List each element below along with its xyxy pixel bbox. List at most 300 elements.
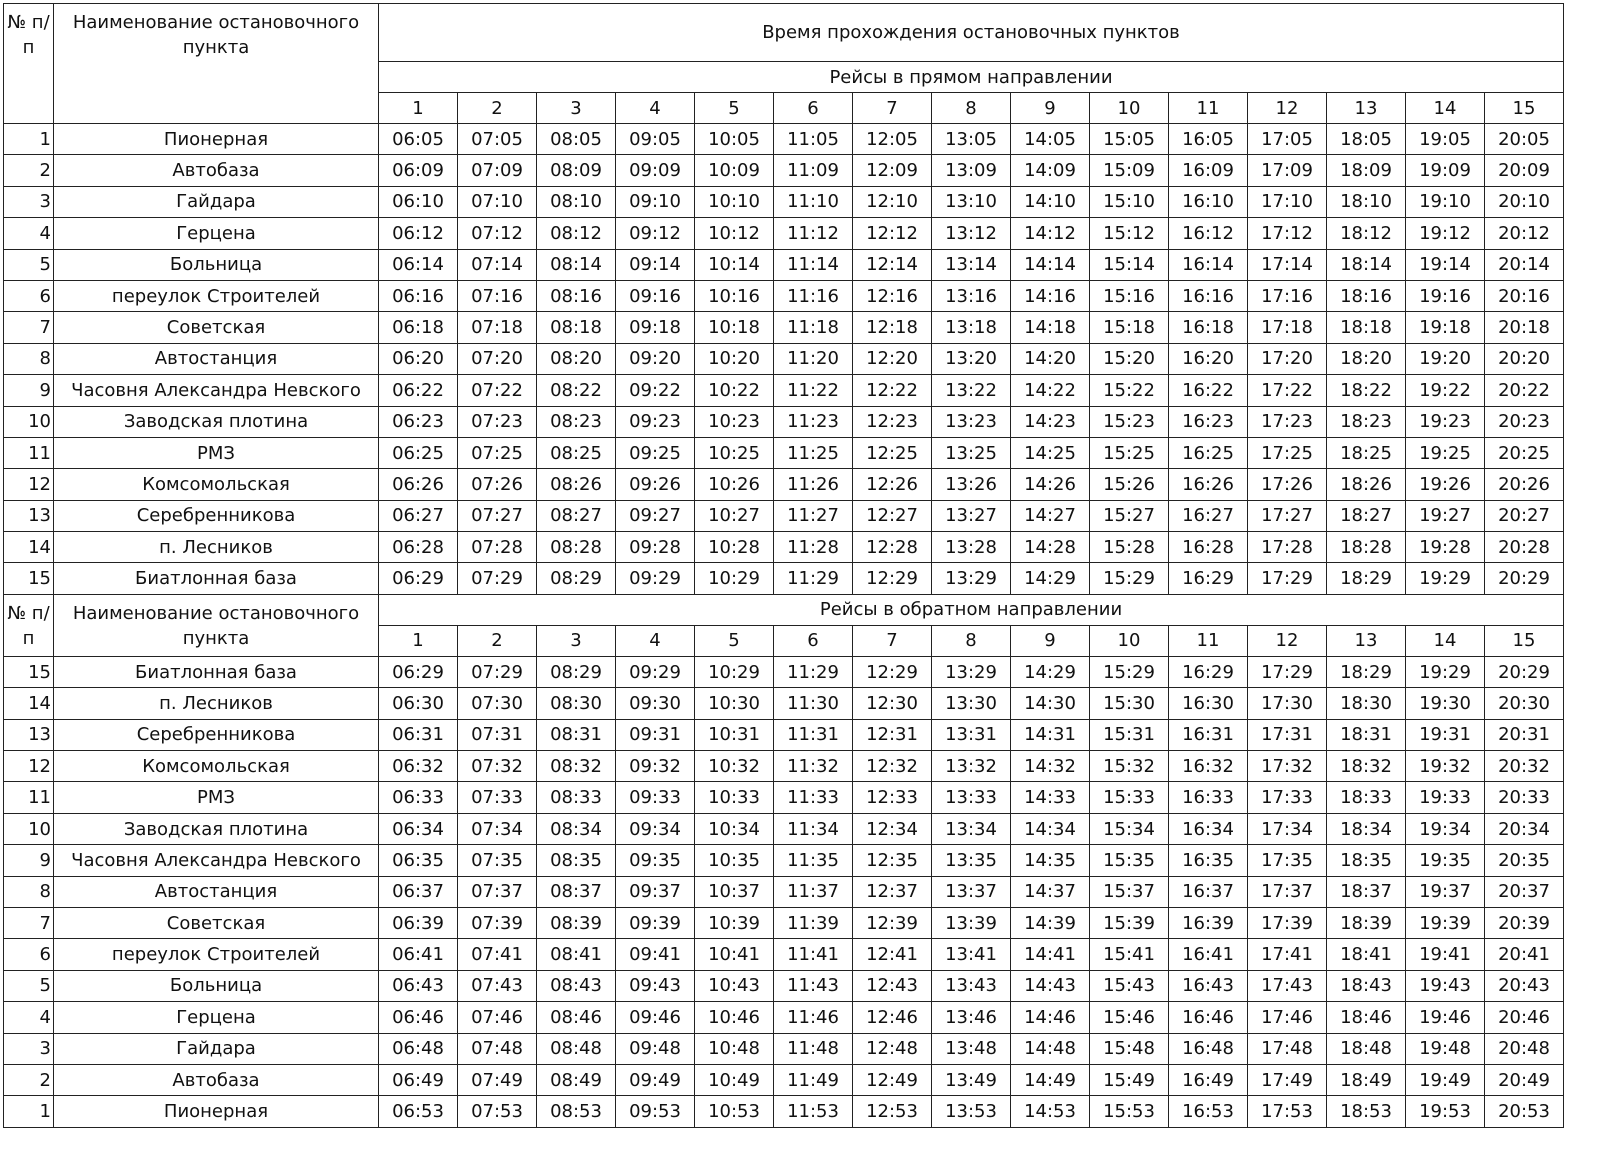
- trip-number-header: 5: [695, 625, 774, 656]
- departure-time: 09:49: [616, 1064, 695, 1095]
- departure-time: 07:53: [458, 1096, 537, 1127]
- departure-time: 18:43: [1327, 970, 1406, 1001]
- departure-time: 14:49: [1011, 1064, 1090, 1095]
- departure-time: 19:41: [1406, 939, 1485, 970]
- stop-name: Советская: [54, 312, 379, 343]
- departure-time: 06:26: [379, 469, 458, 500]
- forward-direction-title: Рейсы в прямом направлении: [379, 62, 1564, 93]
- departure-time: 12:20: [853, 343, 932, 374]
- departure-time: 13:27: [932, 500, 1011, 531]
- departure-time: 19:48: [1406, 1033, 1485, 1064]
- departure-time: 11:46: [774, 1002, 853, 1033]
- departure-time: 10:39: [695, 907, 774, 938]
- departure-time: 08:14: [537, 249, 616, 280]
- departure-time: 19:28: [1406, 532, 1485, 563]
- departure-time: 11:16: [774, 280, 853, 311]
- departure-time: 06:41: [379, 939, 458, 970]
- departure-time: 18:29: [1327, 656, 1406, 687]
- departure-time: 10:31: [695, 719, 774, 750]
- departure-time: 06:35: [379, 845, 458, 876]
- departure-time: 17:39: [1248, 907, 1327, 938]
- departure-time: 17:41: [1248, 939, 1327, 970]
- departure-time: 18:22: [1327, 375, 1406, 406]
- departure-time: 19:37: [1406, 876, 1485, 907]
- departure-time: 16:46: [1169, 1002, 1248, 1033]
- departure-time: 09:33: [616, 782, 695, 813]
- departure-time: 17:05: [1248, 124, 1327, 155]
- departure-time: 06:34: [379, 813, 458, 844]
- departure-time: 08:28: [537, 532, 616, 563]
- departure-time: 10:35: [695, 845, 774, 876]
- departure-time: 14:31: [1011, 719, 1090, 750]
- row-number: 14: [4, 688, 54, 719]
- departure-time: 18:14: [1327, 249, 1406, 280]
- departure-time: 12:53: [853, 1096, 932, 1127]
- departure-time: 20:29: [1485, 656, 1564, 687]
- departure-time: 09:10: [616, 186, 695, 217]
- departure-time: 13:25: [932, 437, 1011, 468]
- departure-time: 07:35: [458, 845, 537, 876]
- stop-name: Гайдара: [54, 186, 379, 217]
- trip-number-header: 13: [1327, 93, 1406, 124]
- departure-time: 06:32: [379, 751, 458, 782]
- departure-time: 10:46: [695, 1002, 774, 1033]
- departure-time: 10:28: [695, 532, 774, 563]
- departure-time: 11:10: [774, 186, 853, 217]
- row-number: 12: [4, 751, 54, 782]
- departure-time: 08:29: [537, 656, 616, 687]
- departure-time: 13:20: [932, 343, 1011, 374]
- departure-time: 14:14: [1011, 249, 1090, 280]
- departure-time: 15:53: [1090, 1096, 1169, 1127]
- trip-number-header: 4: [616, 625, 695, 656]
- departure-time: 11:30: [774, 688, 853, 719]
- departure-time: 13:10: [932, 186, 1011, 217]
- departure-time: 15:33: [1090, 782, 1169, 813]
- departure-time: 12:14: [853, 249, 932, 280]
- departure-time: 10:05: [695, 124, 774, 155]
- stop-name: РМЗ: [54, 437, 379, 468]
- departure-time: 19:25: [1406, 437, 1485, 468]
- departure-time: 12:28: [853, 532, 932, 563]
- departure-time: 10:30: [695, 688, 774, 719]
- trip-number-header: 12: [1248, 93, 1327, 124]
- departure-time: 08:25: [537, 437, 616, 468]
- departure-time: 15:31: [1090, 719, 1169, 750]
- row-number: 11: [4, 782, 54, 813]
- departure-time: 13:16: [932, 280, 1011, 311]
- departure-time: 20:26: [1485, 469, 1564, 500]
- departure-time: 13:35: [932, 845, 1011, 876]
- departure-time: 14:32: [1011, 751, 1090, 782]
- departure-time: 11:23: [774, 406, 853, 437]
- departure-time: 20:16: [1485, 280, 1564, 311]
- departure-time: 19:14: [1406, 249, 1485, 280]
- departure-time: 20:53: [1485, 1096, 1564, 1127]
- departure-time: 14:33: [1011, 782, 1090, 813]
- departure-time: 20:37: [1485, 876, 1564, 907]
- stop-name: Пионерная: [54, 124, 379, 155]
- departure-time: 10:20: [695, 343, 774, 374]
- departure-time: 19:29: [1406, 563, 1485, 594]
- table-row: [4, 343, 1564, 374]
- stop-name: Биатлонная база: [54, 563, 379, 594]
- departure-time: 16:37: [1169, 876, 1248, 907]
- departure-time: 14:29: [1011, 563, 1090, 594]
- departure-time: 07:26: [458, 469, 537, 500]
- departure-time: 20:46: [1485, 1002, 1564, 1033]
- reverse-direction-row: [4, 594, 1564, 625]
- departure-time: 10:34: [695, 813, 774, 844]
- departure-time: 06:46: [379, 1002, 458, 1033]
- departure-time: 13:46: [932, 1002, 1011, 1033]
- stop-name: Часовня Александра Невского: [54, 375, 379, 406]
- departure-time: 14:12: [1011, 218, 1090, 249]
- departure-time: 16:41: [1169, 939, 1248, 970]
- departure-time: 17:35: [1248, 845, 1327, 876]
- departure-time: 15:34: [1090, 813, 1169, 844]
- departure-time: 08:18: [537, 312, 616, 343]
- table-row: [4, 406, 1564, 437]
- departure-time: 20:34: [1485, 813, 1564, 844]
- departure-time: 11:14: [774, 249, 853, 280]
- departure-time: 09:18: [616, 312, 695, 343]
- departure-time: 10:14: [695, 249, 774, 280]
- departure-time: 07:29: [458, 563, 537, 594]
- departure-time: 10:53: [695, 1096, 774, 1127]
- departure-time: 13:05: [932, 124, 1011, 155]
- departure-time: 20:09: [1485, 155, 1564, 186]
- stop-name: Заводская плотина: [54, 813, 379, 844]
- departure-time: 16:53: [1169, 1096, 1248, 1127]
- departure-time: 06:49: [379, 1064, 458, 1095]
- table-row: [4, 1096, 1564, 1127]
- departure-time: 18:10: [1327, 186, 1406, 217]
- departure-time: 16:18: [1169, 312, 1248, 343]
- departure-time: 09:41: [616, 939, 695, 970]
- departure-time: 16:25: [1169, 437, 1248, 468]
- departure-time: 06:16: [379, 280, 458, 311]
- departure-time: 14:39: [1011, 907, 1090, 938]
- departure-time: 13:09: [932, 155, 1011, 186]
- departure-time: 20:49: [1485, 1064, 1564, 1095]
- departure-time: 07:09: [458, 155, 537, 186]
- departure-time: 20:28: [1485, 532, 1564, 563]
- departure-time: 08:16: [537, 280, 616, 311]
- departure-time: 10:48: [695, 1033, 774, 1064]
- stop-name: Пионерная: [54, 1096, 379, 1127]
- departure-time: 11:37: [774, 876, 853, 907]
- departure-time: 17:26: [1248, 469, 1327, 500]
- trip-number-header: 3: [537, 625, 616, 656]
- stop-name: п. Лесников: [54, 532, 379, 563]
- departure-time: 13:26: [932, 469, 1011, 500]
- stop-name: Герцена: [54, 1002, 379, 1033]
- departure-time: 16:28: [1169, 532, 1248, 563]
- departure-time: 10:26: [695, 469, 774, 500]
- time-title: Время прохождения остановочных пунктов: [379, 4, 1564, 62]
- departure-time: 17:22: [1248, 375, 1327, 406]
- departure-time: 18:23: [1327, 406, 1406, 437]
- departure-time: 16:43: [1169, 970, 1248, 1001]
- departure-time: 15:23: [1090, 406, 1169, 437]
- stop-name: Гайдара: [54, 1033, 379, 1064]
- departure-time: 17:28: [1248, 532, 1327, 563]
- departure-time: 13:34: [932, 813, 1011, 844]
- departure-time: 07:46: [458, 1002, 537, 1033]
- departure-time: 15:27: [1090, 500, 1169, 531]
- departure-time: 09:05: [616, 124, 695, 155]
- departure-time: 07:31: [458, 719, 537, 750]
- departure-time: 10:16: [695, 280, 774, 311]
- stop-name: Автостанция: [54, 876, 379, 907]
- departure-time: 11:26: [774, 469, 853, 500]
- departure-time: 17:29: [1248, 563, 1327, 594]
- departure-time: 17:48: [1248, 1033, 1327, 1064]
- departure-time: 12:46: [853, 1002, 932, 1033]
- departure-time: 06:09: [379, 155, 458, 186]
- departure-time: 18:46: [1327, 1002, 1406, 1033]
- departure-time: 13:53: [932, 1096, 1011, 1127]
- departure-time: 12:31: [853, 719, 932, 750]
- departure-time: 16:26: [1169, 469, 1248, 500]
- departure-time: 16:20: [1169, 343, 1248, 374]
- departure-time: 12:23: [853, 406, 932, 437]
- departure-time: 19:12: [1406, 218, 1485, 249]
- departure-time: 16:23: [1169, 406, 1248, 437]
- departure-time: 09:12: [616, 218, 695, 249]
- departure-time: 10:32: [695, 751, 774, 782]
- departure-time: 13:31: [932, 719, 1011, 750]
- departure-time: 08:09: [537, 155, 616, 186]
- departure-time: 10:29: [695, 563, 774, 594]
- departure-time: 18:18: [1327, 312, 1406, 343]
- trip-number-header: 1: [379, 625, 458, 656]
- table-row: [4, 1033, 1564, 1064]
- departure-time: 15:09: [1090, 155, 1169, 186]
- table-row: [4, 656, 1564, 687]
- departure-time: 06:10: [379, 186, 458, 217]
- schedule-container: [3, 3, 1564, 1128]
- departure-time: 07:37: [458, 876, 537, 907]
- departure-time: 19:34: [1406, 813, 1485, 844]
- departure-time: 06:53: [379, 1096, 458, 1127]
- table-row: [4, 1064, 1564, 1095]
- departure-time: 18:32: [1327, 751, 1406, 782]
- departure-time: 10:25: [695, 437, 774, 468]
- departure-time: 13:43: [932, 970, 1011, 1001]
- departure-time: 17:20: [1248, 343, 1327, 374]
- departure-time: 15:39: [1090, 907, 1169, 938]
- departure-time: 20:10: [1485, 186, 1564, 217]
- departure-time: 06:29: [379, 563, 458, 594]
- departure-time: 15:16: [1090, 280, 1169, 311]
- trip-number-header: 6: [774, 93, 853, 124]
- departure-time: 11:49: [774, 1064, 853, 1095]
- stop-name: Больница: [54, 970, 379, 1001]
- departure-time: 09:25: [616, 437, 695, 468]
- row-number: 8: [4, 876, 54, 907]
- departure-time: 09:30: [616, 688, 695, 719]
- trip-number-header: 8: [932, 93, 1011, 124]
- departure-time: 09:39: [616, 907, 695, 938]
- departure-time: 07:27: [458, 500, 537, 531]
- time-title-row: [4, 4, 1564, 62]
- departure-time: 11:25: [774, 437, 853, 468]
- departure-time: 07:10: [458, 186, 537, 217]
- departure-time: 19:49: [1406, 1064, 1485, 1095]
- departure-time: 14:53: [1011, 1096, 1090, 1127]
- departure-time: 07:20: [458, 343, 537, 374]
- row-number: 3: [4, 1033, 54, 1064]
- trip-number-header: 10: [1090, 625, 1169, 656]
- departure-time: 06:25: [379, 437, 458, 468]
- departure-time: 18:34: [1327, 813, 1406, 844]
- departure-time: 16:05: [1169, 124, 1248, 155]
- bus-schedule-table: [3, 3, 1564, 1128]
- departure-time: 15:41: [1090, 939, 1169, 970]
- row-number: 10: [4, 406, 54, 437]
- departure-time: 07:18: [458, 312, 537, 343]
- departure-time: 19:23: [1406, 406, 1485, 437]
- stop-name-header: Наименование остановочного пункта: [54, 594, 379, 656]
- trip-number-header: 1: [379, 93, 458, 124]
- departure-time: 18:49: [1327, 1064, 1406, 1095]
- departure-time: 18:33: [1327, 782, 1406, 813]
- departure-time: 18:26: [1327, 469, 1406, 500]
- departure-time: 07:22: [458, 375, 537, 406]
- row-number: 6: [4, 280, 54, 311]
- departure-time: 14:46: [1011, 1002, 1090, 1033]
- departure-time: 14:27: [1011, 500, 1090, 531]
- departure-time: 14:23: [1011, 406, 1090, 437]
- departure-time: 06:43: [379, 970, 458, 1001]
- table-row: [4, 218, 1564, 249]
- stop-name: Заводская плотина: [54, 406, 379, 437]
- departure-time: 17:23: [1248, 406, 1327, 437]
- departure-time: 16:12: [1169, 218, 1248, 249]
- departure-time: 13:28: [932, 532, 1011, 563]
- departure-time: 16:29: [1169, 656, 1248, 687]
- departure-time: 17:18: [1248, 312, 1327, 343]
- departure-time: 08:35: [537, 845, 616, 876]
- departure-time: 20:12: [1485, 218, 1564, 249]
- departure-time: 15:10: [1090, 186, 1169, 217]
- departure-time: 18:31: [1327, 719, 1406, 750]
- departure-time: 16:48: [1169, 1033, 1248, 1064]
- departure-time: 19:10: [1406, 186, 1485, 217]
- departure-time: 18:48: [1327, 1033, 1406, 1064]
- stop-name: Комсомольская: [54, 751, 379, 782]
- departure-time: 07:12: [458, 218, 537, 249]
- departure-time: 07:05: [458, 124, 537, 155]
- departure-time: 06:23: [379, 406, 458, 437]
- departure-time: 20:43: [1485, 970, 1564, 1001]
- departure-time: 18:20: [1327, 343, 1406, 374]
- departure-time: 20:22: [1485, 375, 1564, 406]
- departure-time: 17:27: [1248, 500, 1327, 531]
- departure-time: 20:31: [1485, 719, 1564, 750]
- departure-time: 16:14: [1169, 249, 1248, 280]
- departure-time: 06:12: [379, 218, 458, 249]
- stop-name: Автостанция: [54, 343, 379, 374]
- table-row: [4, 751, 1564, 782]
- num-header: № п/п: [4, 4, 54, 124]
- table-row: [4, 500, 1564, 531]
- departure-time: 08:29: [537, 563, 616, 594]
- row-number: 9: [4, 845, 54, 876]
- row-number: 1: [4, 124, 54, 155]
- departure-time: 12:37: [853, 876, 932, 907]
- departure-time: 06:18: [379, 312, 458, 343]
- departure-time: 08:53: [537, 1096, 616, 1127]
- departure-time: 11:18: [774, 312, 853, 343]
- departure-time: 06:30: [379, 688, 458, 719]
- departure-time: 18:25: [1327, 437, 1406, 468]
- departure-time: 15:28: [1090, 532, 1169, 563]
- departure-time: 15:20: [1090, 343, 1169, 374]
- departure-time: 11:34: [774, 813, 853, 844]
- departure-time: 14:28: [1011, 532, 1090, 563]
- departure-time: 11:27: [774, 500, 853, 531]
- row-number: 4: [4, 1002, 54, 1033]
- departure-time: 08:46: [537, 1002, 616, 1033]
- stop-name: Комсомольская: [54, 469, 379, 500]
- departure-time: 12:25: [853, 437, 932, 468]
- row-number: 4: [4, 218, 54, 249]
- departure-time: 12:29: [853, 563, 932, 594]
- departure-time: 07:25: [458, 437, 537, 468]
- departure-time: 08:10: [537, 186, 616, 217]
- departure-time: 18:29: [1327, 563, 1406, 594]
- departure-time: 16:34: [1169, 813, 1248, 844]
- departure-time: 08:37: [537, 876, 616, 907]
- departure-time: 06:14: [379, 249, 458, 280]
- departure-time: 19:46: [1406, 1002, 1485, 1033]
- departure-time: 09:09: [616, 155, 695, 186]
- table-row: [4, 970, 1564, 1001]
- departure-time: 13:33: [932, 782, 1011, 813]
- departure-time: 15:05: [1090, 124, 1169, 155]
- departure-time: 11:32: [774, 751, 853, 782]
- trip-number-header: 8: [932, 625, 1011, 656]
- departure-time: 20:14: [1485, 249, 1564, 280]
- departure-time: 20:25: [1485, 437, 1564, 468]
- departure-time: 09:34: [616, 813, 695, 844]
- stop-name: Биатлонная база: [54, 656, 379, 687]
- departure-time: 13:32: [932, 751, 1011, 782]
- trip-number-header: 11: [1169, 625, 1248, 656]
- departure-time: 15:29: [1090, 656, 1169, 687]
- departure-time: 12:34: [853, 813, 932, 844]
- departure-time: 16:30: [1169, 688, 1248, 719]
- departure-time: 13:14: [932, 249, 1011, 280]
- departure-time: 11:43: [774, 970, 853, 1001]
- stop-name-header: Наименование остановочного пункта: [54, 4, 379, 124]
- departure-time: 10:37: [695, 876, 774, 907]
- departure-time: 06:31: [379, 719, 458, 750]
- departure-time: 12:33: [853, 782, 932, 813]
- departure-time: 11:20: [774, 343, 853, 374]
- departure-time: 12:43: [853, 970, 932, 1001]
- trip-number-header: 12: [1248, 625, 1327, 656]
- departure-time: 19:20: [1406, 343, 1485, 374]
- departure-time: 06:27: [379, 500, 458, 531]
- departure-time: 16:32: [1169, 751, 1248, 782]
- departure-time: 08:39: [537, 907, 616, 938]
- departure-time: 08:05: [537, 124, 616, 155]
- departure-time: 19:16: [1406, 280, 1485, 311]
